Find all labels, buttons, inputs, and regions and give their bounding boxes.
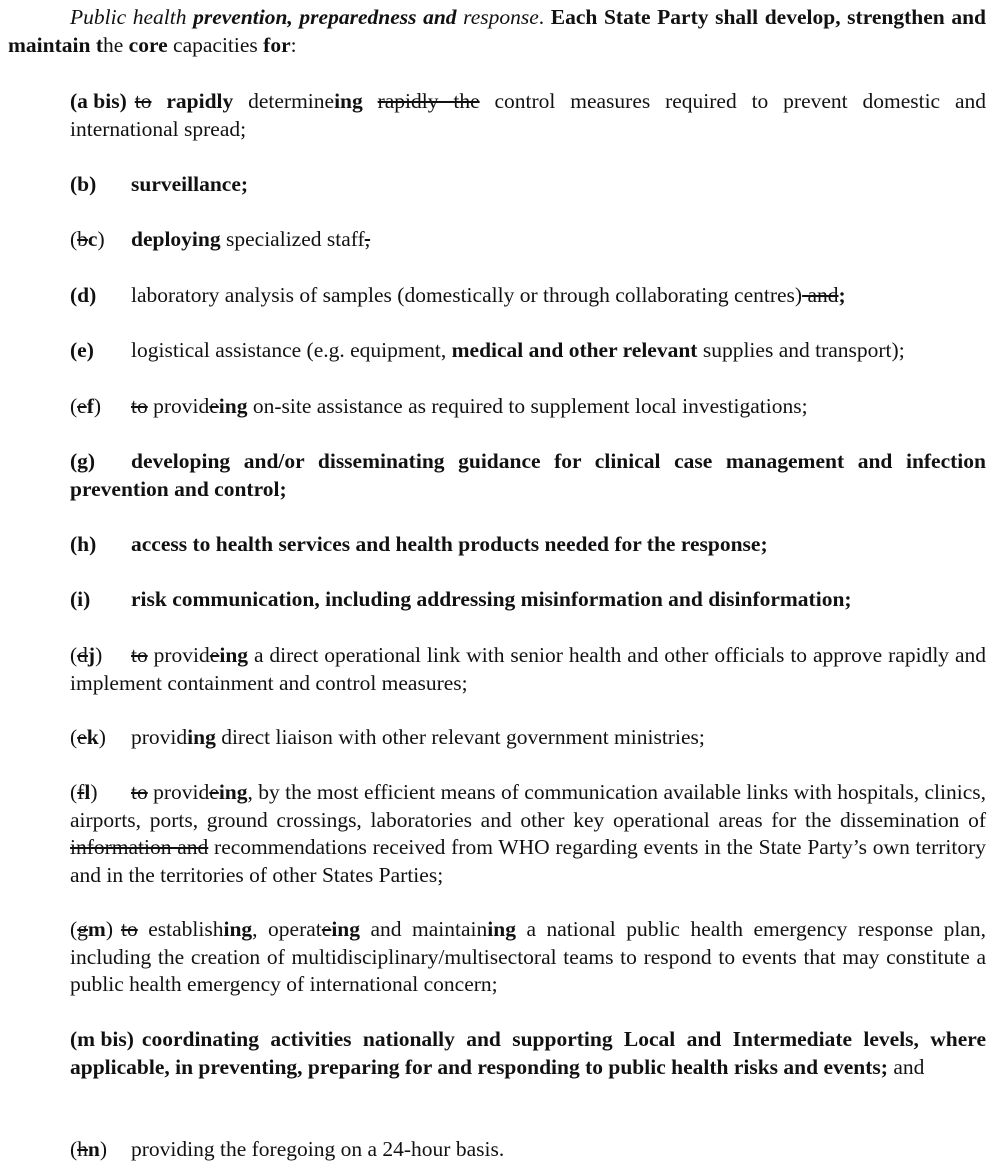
text-run: ) [99, 1137, 108, 1161]
inserted-text: n [87, 1137, 100, 1161]
inserted-text: ing [218, 780, 248, 804]
item-label [70, 448, 131, 476]
inserted-text: Each State Party shall develop, strengthen and maintain [8, 5, 986, 57]
deleted-text: f [77, 780, 85, 804]
inserted-text: prevention, preparedness and [193, 5, 457, 29]
list-item-d [70, 282, 986, 310]
deleted-text: , [364, 227, 371, 251]
item-text [131, 338, 905, 362]
text-run: ) [97, 227, 105, 251]
inserted-text: l [84, 780, 91, 804]
text-run: ( [70, 917, 78, 941]
item-text [70, 449, 986, 501]
list-item-m [70, 916, 986, 999]
text-run: a national public health emergency response plan, including the creation of multidisciplinary/multisectoral teams to respond to events that may constitute a public health emergency of international concern; [70, 917, 986, 996]
deleted-text: and [802, 283, 839, 307]
text-run: provid [147, 643, 210, 667]
text-run: supplies and transport); [697, 338, 905, 362]
text-run: , by the most efficient means of communication available links with hospitals, clinics, airports, ports, ground crossings, laboratories and other key operational areas for the dissemination of [70, 780, 986, 832]
inserted-text: j [87, 643, 96, 667]
text-run: specialized staff [220, 227, 365, 251]
inserted-text: (e) [70, 338, 94, 362]
list-item-c [70, 226, 986, 254]
item-label [70, 916, 113, 944]
item-label [70, 1026, 134, 1054]
deleted-text: to [131, 780, 148, 804]
text-run [151, 89, 166, 113]
list-item-j [70, 642, 986, 697]
deleted-text: to [131, 394, 148, 418]
item-text [70, 89, 986, 141]
text-run: ) [98, 725, 106, 749]
inserted-text: t [95, 32, 103, 57]
inserted-text: m [87, 917, 106, 941]
inserted-text: ing [187, 725, 216, 749]
list-item-m-bis [70, 1026, 986, 1081]
item-label [70, 642, 131, 670]
inserted-text: (d) [70, 283, 97, 307]
inserted-text: rapidly [166, 89, 234, 113]
text-run: and [887, 1054, 925, 1079]
list-item-a-bis [70, 88, 986, 143]
deleted-text: e [209, 643, 220, 667]
text-run: , operat [252, 917, 322, 941]
text-run: ( [70, 1137, 78, 1161]
text-run: logistical assistance (e.g. equipment, [131, 338, 452, 362]
list-item-l [70, 779, 986, 889]
list-item-b [70, 171, 986, 199]
text-run: establish [137, 917, 224, 941]
inserted-text: ; [838, 283, 846, 307]
list-item-k [70, 724, 986, 752]
item-label [70, 586, 131, 614]
text-run: ( [70, 227, 78, 251]
item-text [131, 1137, 504, 1161]
list-item-h [70, 531, 986, 559]
item-label [70, 88, 127, 116]
text-run: and maintain [360, 917, 488, 941]
text-run: direct liaison with other relevant government ministries; [215, 725, 705, 749]
item-text [131, 725, 705, 749]
inserted-text: (g) [70, 449, 96, 473]
deleted-text: g [77, 917, 88, 941]
item-text [131, 532, 768, 556]
item-label [70, 337, 131, 365]
inserted-text: deploying [131, 227, 221, 251]
text-run: ) [95, 643, 103, 667]
text-run: control measures required to prevent domestic and international spread; [70, 89, 986, 141]
text-run: providing the foregoing on a 24-hour basis. [131, 1137, 505, 1161]
deleted-text: d [77, 643, 88, 667]
intro-paragraph [8, 4, 986, 59]
inserted-text: surveillance; [131, 172, 249, 196]
inserted-text: (b) [70, 172, 97, 196]
text-run: ( [70, 725, 78, 749]
deleted-text: to [131, 643, 148, 667]
text-run: ) [90, 780, 98, 804]
list-item-n [70, 1136, 986, 1164]
deleted-text: e [321, 917, 332, 941]
inserted-text: ing [331, 917, 360, 941]
text-run: determine [233, 89, 335, 113]
inserted-text: coordinating activities nationally and supporting Local and Intermediate levels, where applicable, in preventing, preparing for and responding to public health risks and events; [70, 1027, 986, 1079]
inserted-text: c [87, 227, 98, 251]
inserted-text: risk communication, including addressing misinformation and disinformation; [131, 587, 852, 611]
inserted-text: ing [219, 643, 249, 667]
text-run: ) [105, 917, 114, 941]
text-run: : [290, 32, 297, 57]
text-run: ( [70, 394, 78, 418]
deleted-text: e [209, 780, 219, 804]
deleted-text: information and [70, 835, 209, 859]
list-item-i [70, 586, 986, 614]
text-run: he [102, 32, 129, 57]
inserted-text: ing [334, 89, 363, 113]
text-run: provid [147, 780, 210, 804]
item-text [70, 1027, 986, 1079]
text-run: provid [131, 725, 188, 749]
item-text [70, 917, 986, 996]
list-item-e [70, 337, 986, 365]
item-text [131, 227, 370, 251]
inserted-text: ing [487, 917, 516, 941]
text-run: capacities [167, 32, 264, 57]
item-label [70, 724, 131, 752]
deleted-text: rapidly the [377, 89, 480, 113]
text-run: . [538, 5, 551, 29]
text-run: laboratory analysis of samples (domestically or through collaborating centres) [131, 283, 803, 307]
inserted-text: k [86, 725, 99, 749]
inserted-text: (m bis) [70, 1027, 134, 1051]
inserted-text: access to health services and health products needed for the response; [131, 532, 768, 556]
item-label [70, 779, 131, 807]
item-text [131, 394, 808, 418]
deleted-text: e [77, 394, 87, 418]
text-run: ( [70, 780, 78, 804]
text-run: ) [93, 394, 102, 418]
text-run: a direct operational link with senior health and other officials to approve rapidly and implement containment and control measures; [70, 643, 986, 695]
list-item-f [70, 393, 986, 421]
text-run: ( [70, 643, 78, 667]
deleted-text: b [77, 227, 88, 251]
inserted-text: ing [218, 394, 248, 418]
item-label [70, 393, 131, 421]
item-label [70, 171, 131, 199]
item-text [131, 283, 846, 307]
text-run: Public health [70, 5, 194, 29]
text-run [363, 89, 378, 113]
inserted-text: (i) [70, 587, 91, 611]
inserted-text: medical and other relevant [451, 338, 698, 362]
item-label [70, 1136, 131, 1164]
item-label [70, 531, 131, 559]
inserted-text: developing and/or disseminating guidance for clinical case management and infection prevention and control; [70, 449, 986, 501]
inserted-text: f [86, 394, 94, 418]
deleted-text: e [77, 725, 87, 749]
deleted-text: h [77, 1137, 88, 1161]
item-text [131, 172, 248, 196]
item-text [70, 780, 986, 887]
inserted-text: (h) [70, 532, 97, 556]
item-text [131, 587, 852, 611]
inserted-text: ing [223, 917, 253, 941]
deleted-text: e [209, 394, 219, 418]
deleted-text: to [121, 917, 138, 941]
inserted-text: for [263, 32, 291, 57]
deleted-text: to [134, 89, 152, 113]
inserted-text: core [128, 32, 168, 57]
text-run: provid [147, 394, 210, 418]
item-label [70, 226, 131, 254]
inserted-text: (a bis) [70, 89, 127, 113]
text-run: recommendations received from WHO regarding events in the State Party’s own territory and in the territories of other States Parties; [70, 835, 986, 887]
list-item-g [70, 448, 986, 503]
item-text [70, 643, 986, 695]
text-run: on-site assistance as required to supplement local investigations; [247, 394, 808, 418]
text-run: response [456, 5, 539, 29]
item-label [70, 282, 131, 310]
